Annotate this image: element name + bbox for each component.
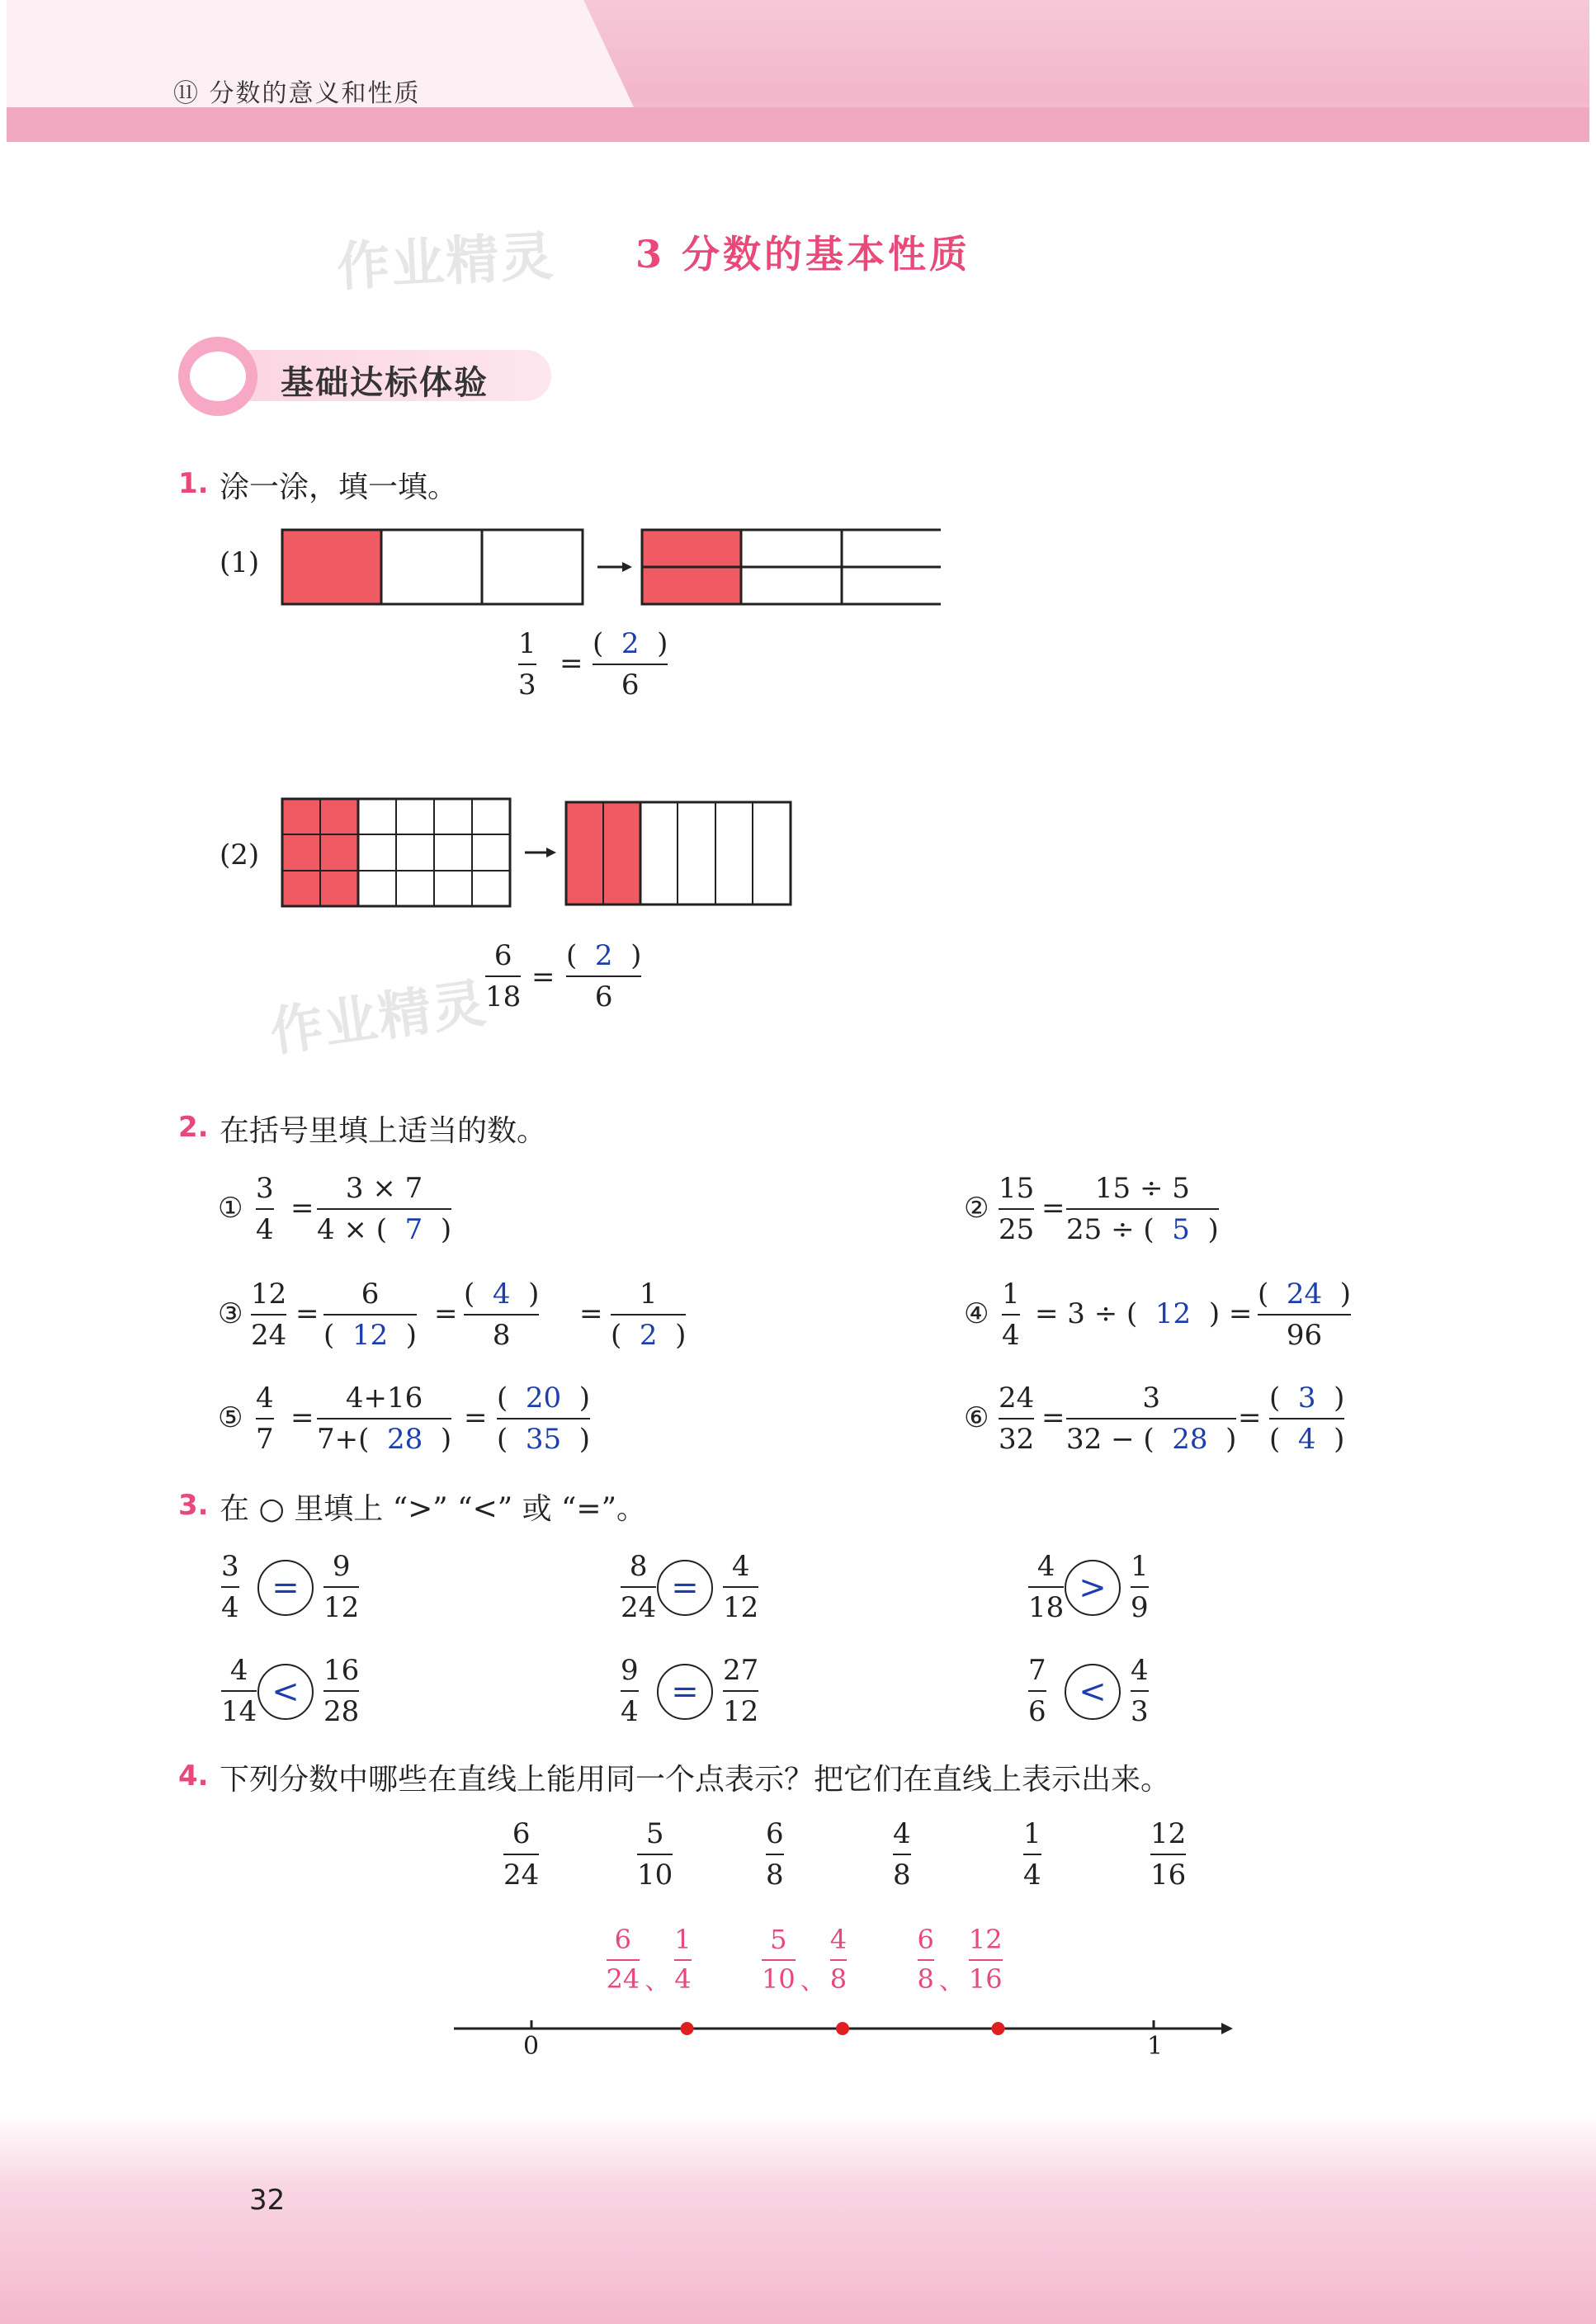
point-label: 4 8: [829, 1924, 848, 1995]
fraction: 1 4: [1023, 1817, 1041, 1892]
equals: =: [560, 647, 583, 680]
item-mark: ⑥: [964, 1401, 989, 1434]
equals: =: [290, 1401, 314, 1434]
fraction: 24 32: [999, 1382, 1035, 1457]
page-title: 3 分数的基本性质: [635, 232, 971, 276]
item-mark: ⑤: [218, 1401, 243, 1434]
comparison-circle[interactable]: =: [657, 1664, 713, 1720]
equals: =: [295, 1297, 319, 1330]
answer: 20: [525, 1382, 562, 1415]
equals: =: [531, 961, 555, 994]
right-fraction: 4 12: [723, 1550, 759, 1625]
part-label: (2): [220, 838, 260, 872]
q1-figure-2: [281, 797, 800, 909]
question-number: 3.: [178, 1489, 209, 1522]
q1-figure-1: [281, 528, 941, 607]
equals: =: [1238, 1401, 1262, 1434]
answer: 7: [404, 1213, 423, 1247]
fraction: 6 18: [485, 939, 522, 1014]
left-fraction: 4 14: [221, 1654, 257, 1729]
point-label: 1 4: [674, 1924, 692, 1995]
right-fraction: 1 9: [1131, 1550, 1149, 1625]
point-dot: [681, 2022, 694, 2035]
header-strip: [7, 107, 1589, 142]
fraction: ( 2 ) 6: [566, 939, 642, 1014]
fraction: 12 24: [251, 1278, 287, 1353]
question-number: 4.: [178, 1760, 209, 1793]
watermark: 作业精灵: [335, 226, 557, 299]
watermark: 作业精灵: [266, 972, 491, 1064]
point-label: 12 16: [968, 1924, 1003, 1995]
answer: 2: [621, 627, 640, 660]
part-label: (1): [220, 546, 260, 579]
fraction: 3 32 − ( 28 ): [1066, 1382, 1237, 1457]
axis-label-start: 0: [523, 2032, 540, 2061]
question-number: 2.: [178, 1111, 209, 1144]
point-label: 5 10: [762, 1924, 796, 1995]
fraction: 5 10: [637, 1817, 673, 1892]
fraction: 6 8: [766, 1817, 784, 1892]
fraction: 12 16: [1150, 1817, 1187, 1892]
answer: 3: [1297, 1382, 1316, 1415]
right-fraction: 9 12: [323, 1550, 360, 1625]
separator: 、: [938, 1967, 964, 1996]
question-text: 涂一涂，填一填。: [220, 470, 458, 504]
fraction: ( 24 ) 96: [1258, 1278, 1352, 1353]
left-fraction: 9 4: [621, 1654, 639, 1729]
fraction: 3 4: [256, 1172, 274, 1247]
item-mark: ④: [964, 1297, 989, 1330]
point-label: 6 24: [606, 1924, 640, 1995]
equals: =: [434, 1297, 458, 1330]
answer: 2: [594, 939, 613, 972]
equals: =: [1041, 1401, 1065, 1434]
fraction: 4+16 7+( 28 ): [317, 1382, 452, 1457]
answer: 4: [1297, 1423, 1316, 1457]
answer: 28: [1172, 1423, 1208, 1457]
fraction: 4 8: [893, 1817, 911, 1892]
point-label: 6 8: [917, 1924, 934, 1995]
fraction: ( 20 ) ( 35 ): [497, 1382, 591, 1457]
panda-icon: [178, 337, 257, 416]
left-fraction: 8 24: [621, 1550, 657, 1625]
division-expression: = 3 ÷ ( 12 ) =: [1035, 1297, 1253, 1330]
fraction: ( 2 ) 6: [593, 627, 668, 702]
fraction: ( 4 ) 8: [464, 1278, 540, 1353]
equals: =: [579, 1297, 603, 1330]
item-mark: ①: [218, 1192, 243, 1225]
shaded-part: [282, 530, 381, 604]
fraction: 6 ( 12 ): [323, 1278, 418, 1353]
right-fraction: 16 28: [323, 1654, 360, 1729]
separator: 、: [800, 1967, 825, 1996]
answer: 12: [352, 1319, 389, 1353]
equals: =: [290, 1192, 314, 1225]
equals: =: [1041, 1192, 1065, 1225]
point-dot: [836, 2022, 849, 2035]
axis-label-end: 1: [1147, 2032, 1164, 2061]
question-text: 下列分数中哪些在直线上能用同一个点表示？把它们在直线上表示出来。: [220, 1763, 1171, 1797]
fraction: 15 25: [999, 1172, 1035, 1247]
question-number: 1.: [178, 467, 209, 500]
answer: 4: [492, 1278, 511, 1311]
page-number: 32: [249, 2184, 286, 2217]
point-dot: [992, 2022, 1005, 2035]
section-title: 基础达标体验: [281, 364, 489, 402]
answer: 28: [387, 1423, 423, 1457]
item-mark: ③: [218, 1297, 243, 1330]
right-fraction: 27 12: [723, 1654, 759, 1729]
left-fraction: 3 4: [221, 1550, 239, 1625]
left-fraction: 7 6: [1028, 1654, 1046, 1729]
point-label-group: [918, 1923, 1003, 1996]
fraction: 15 ÷ 5 25 ÷ ( 5 ): [1066, 1172, 1219, 1247]
fraction: 1 3: [518, 627, 536, 702]
fraction: 3 × 7 4 × ( 7 ): [317, 1172, 452, 1247]
question-text: 在 ○ 里填上 “>” “<” 或 “=”。: [220, 1492, 646, 1526]
comparison-circle[interactable]: <: [1065, 1664, 1121, 1720]
footer-band: [0, 2113, 1596, 2324]
equals: =: [464, 1401, 488, 1434]
question-text: 在括号里填上适当的数。: [220, 1114, 547, 1148]
comparison-circle[interactable]: =: [257, 1560, 314, 1616]
answer: 35: [525, 1423, 562, 1457]
comparison-circle[interactable]: <: [257, 1664, 314, 1720]
separator: 、: [645, 1967, 670, 1996]
fraction: 1 4: [1002, 1278, 1020, 1353]
fraction: 4 7: [256, 1382, 274, 1457]
right-fraction: 4 3: [1131, 1654, 1149, 1729]
left-fraction: 4 18: [1028, 1550, 1065, 1625]
answer: 2: [639, 1319, 658, 1353]
comparison-circle[interactable]: >: [1065, 1560, 1121, 1616]
point-label-group: [607, 1923, 692, 1996]
comparison-circle[interactable]: =: [657, 1560, 713, 1616]
answer: 5: [1172, 1213, 1190, 1247]
item-mark: ②: [964, 1192, 989, 1225]
fraction: ( 3 ) ( 4 ): [1269, 1382, 1345, 1457]
point-label-group: [762, 1923, 847, 1996]
unit-label: ⑪ 分数的意义和性质: [173, 79, 421, 108]
answer: 12: [1155, 1297, 1192, 1330]
fraction: 6 24: [503, 1817, 540, 1892]
answer: 24: [1286, 1278, 1323, 1311]
fraction: 1 ( 2 ): [611, 1278, 687, 1353]
